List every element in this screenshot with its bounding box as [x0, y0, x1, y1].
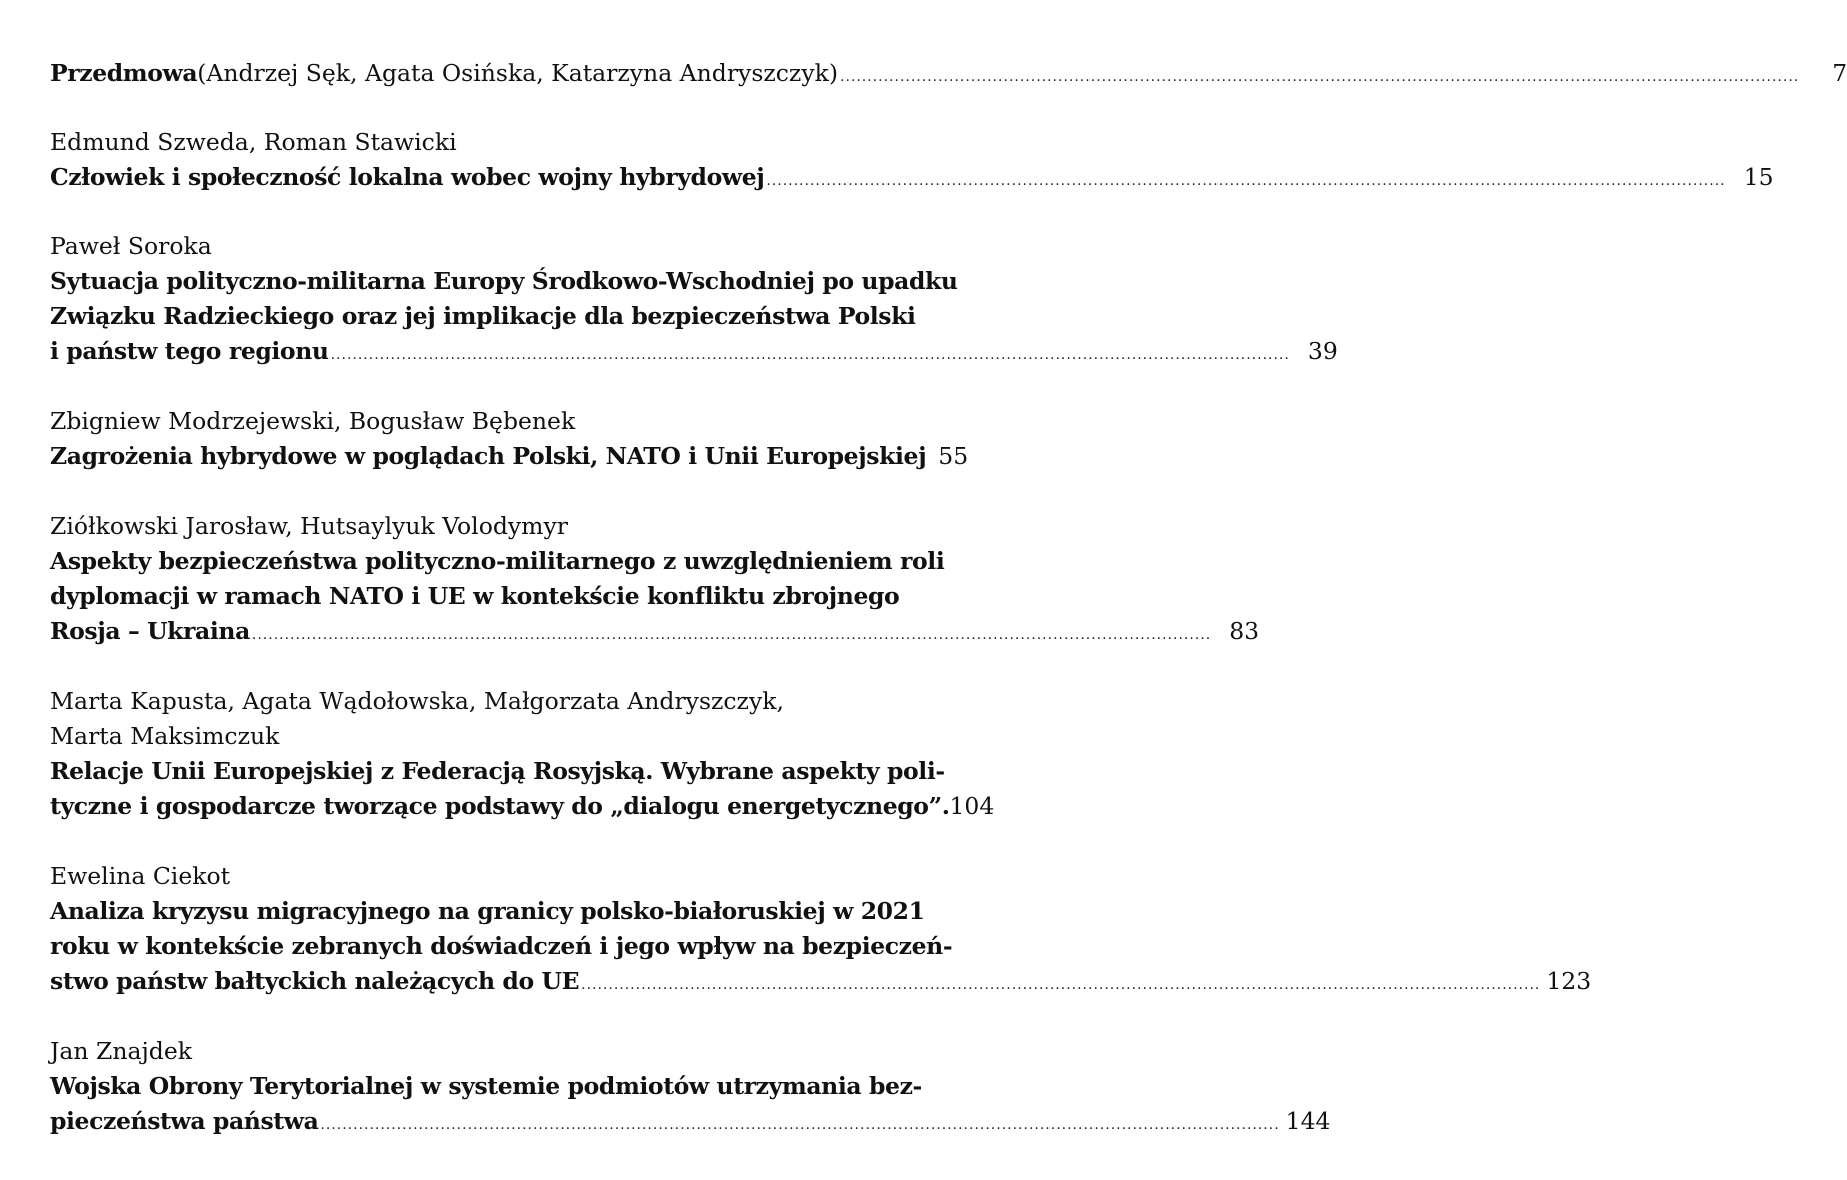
- entry-title: Zagrożenia hybrydowe w poglądach Polski, NATO i Unii Europejskiej: [50, 442, 927, 470]
- page-number: 55: [938, 442, 969, 470]
- dot-leader: ................................................................................................................................................................................: [251, 627, 1212, 643]
- entry-title-line: Relacje Unii Europejskiej z Federacją Rosyjską. Wybrane aspekty poli-: [50, 757, 945, 785]
- toc-entry: [50, 229, 1338, 369]
- dot-leader: ................................................................................................................................................................................: [766, 173, 1726, 189]
- entry-title: tyczne i gospodarcze tworzące podstawy do „dialogu energetycznego”.: [50, 792, 950, 820]
- entry-title-line: Aspekty bezpieczeństwa polityczno-militarnego z uwzględnieniem roli: [50, 547, 945, 575]
- entry-title-line: Wojska Obrony Terytorialnej w systemie podmiotów utrzymania bez-: [50, 1072, 922, 1100]
- entry-authors: Paweł Soroka: [50, 232, 212, 260]
- toc-entry-preface: [50, 56, 1847, 91]
- entry-title: Przedmowa: [50, 59, 198, 87]
- toc-entry: [50, 1034, 1331, 1139]
- entry-title-line: roku w kontekście zebranych doświadczeń i jego wpływ na bezpieczeń-: [50, 932, 953, 960]
- entry-title-line: Związku Radzieckiego oraz jej implikacje dla bezpieczeństwa Polski: [50, 302, 916, 330]
- entry-authors: Jan Znajdek: [50, 1037, 192, 1065]
- page-number: 123: [1546, 967, 1592, 995]
- page-number: 83: [1229, 617, 1260, 645]
- page-number: 104: [949, 792, 995, 820]
- page-number: 15: [1743, 163, 1774, 191]
- dot-leader: ................................................................................................................................................................................: [840, 69, 1800, 85]
- entry-title: Człowiek i społeczność lokalna wobec wojny hybrydowej: [50, 163, 765, 191]
- toc-entry: [50, 125, 1774, 195]
- toc-entry-last-line: [50, 789, 995, 824]
- entry-title-line: Analiza kryzysu migracyjnego na granicy polsko-białoruskiej w 2021: [50, 897, 925, 925]
- toc-entry: [50, 684, 995, 824]
- entry-title-line: Sytuacja polityczno-militarna Europy Środkowo-Wschodniej po upadku: [50, 267, 958, 295]
- dot-leader: ................................................................................................................................................................................: [330, 347, 1290, 363]
- toc-entry-last-line: [50, 614, 1260, 649]
- entry-authors: Ziółkowski Jarosław, Hutsaylyuk Volodymyr: [50, 512, 568, 540]
- toc-entry: [50, 509, 1260, 649]
- toc-entry-last-line: [50, 964, 1592, 999]
- entry-authors: Zbigniew Modrzejewski, Bogusław Bębenek: [50, 407, 576, 435]
- toc-entry: [50, 404, 969, 474]
- entry-authors: Marta Kapusta, Agata Wądołowska, Małgorzata Andryszczyk,: [50, 687, 784, 715]
- toc-entry-last-line: [50, 334, 1338, 369]
- entry-title: stwo państw bałtyckich należących do UE: [50, 967, 580, 995]
- dot-leader: ................................................................................................................................................................................: [320, 1117, 1280, 1133]
- entry-authors: Edmund Szweda, Roman Stawicki: [50, 128, 457, 156]
- toc-entry-last-line: [50, 439, 969, 474]
- entry-title: Rosja – Ukraina: [50, 617, 250, 645]
- toc-entry: [50, 859, 1592, 999]
- entry-authors-line2: Marta Maksimczuk: [50, 722, 280, 750]
- toc-entry-last-line: [50, 1104, 1331, 1139]
- entry-authors: (Andrzej Sęk, Agata Osińska, Katarzyna Andryszczyk): [197, 59, 838, 87]
- entry-authors: Ewelina Ciekot: [50, 862, 231, 890]
- page-number: 144: [1285, 1107, 1331, 1135]
- entry-title: pieczeństwa państwa: [50, 1107, 319, 1135]
- entry-title-line: dyplomacji w ramach NATO i UE w kontekście konfliktu zbrojnego: [50, 582, 900, 610]
- dot-leader: ................................................................................................................................................................................: [581, 977, 1541, 993]
- entry-title: i państw tego regionu: [50, 337, 329, 365]
- toc-entry-last-line: [50, 160, 1774, 195]
- toc-entry-last-line: [50, 56, 1847, 91]
- page-number: 7: [1832, 59, 1847, 87]
- page-number: 39: [1307, 337, 1338, 365]
